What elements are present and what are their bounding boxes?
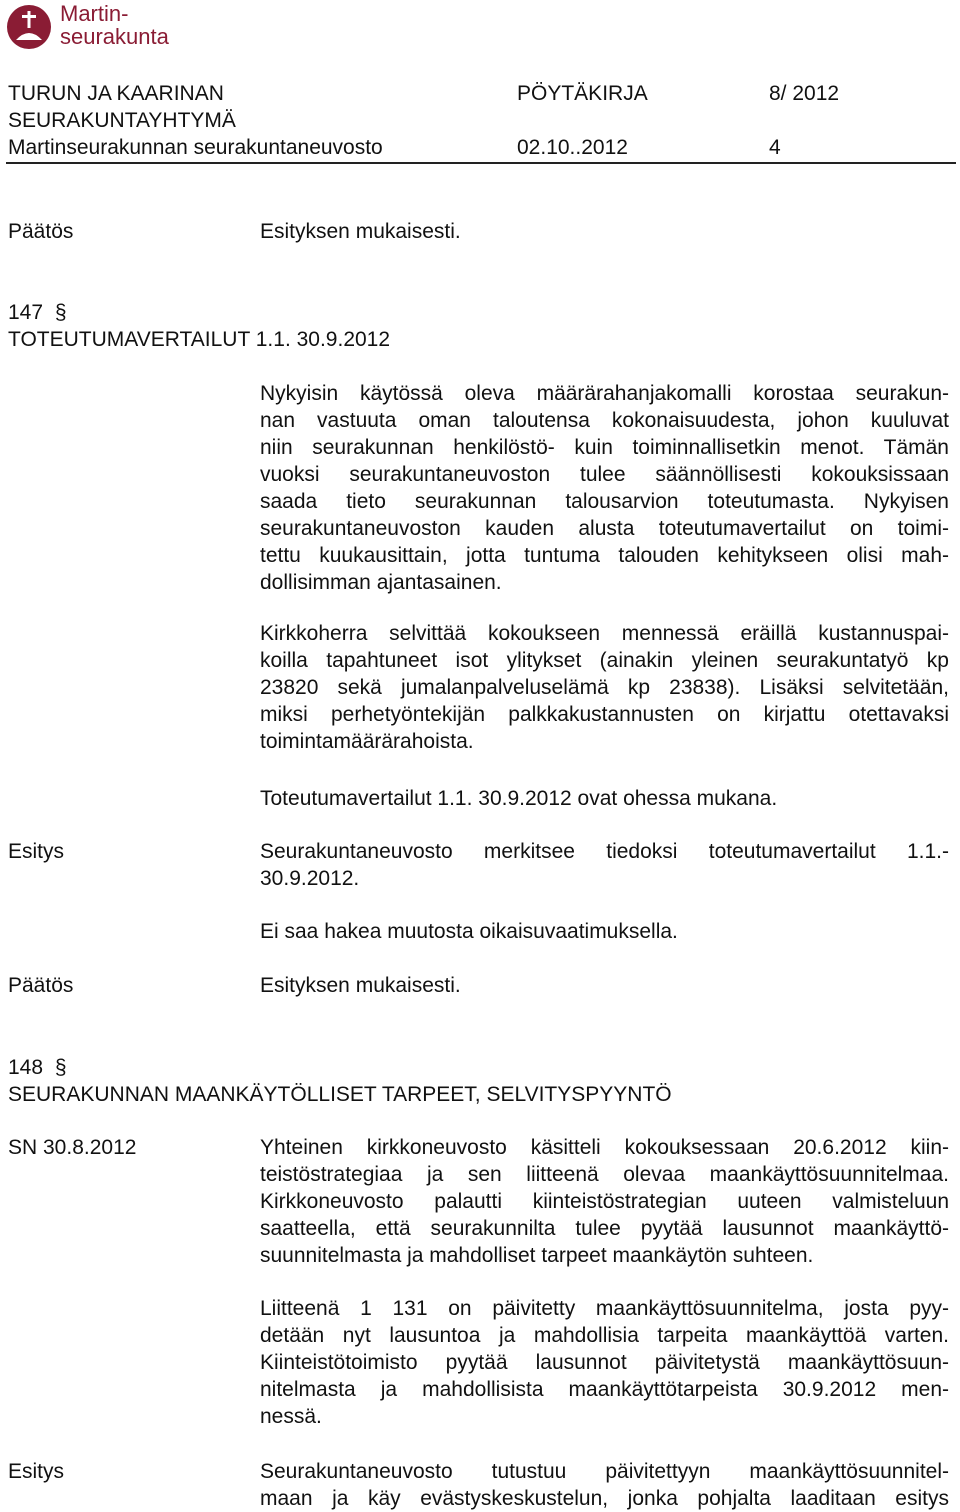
church-logo-icon	[6, 4, 52, 50]
org-name-line-1: TURUN JA KAARINAN	[8, 82, 224, 105]
section-sign-icon: §	[54, 301, 67, 324]
decision-text: Esityksen mukaisesti.	[260, 220, 461, 243]
text-line: vuoksi seurakuntaneuvoston tulee säännöllisesti kokouksissaan	[260, 463, 949, 486]
org-name-line-2: SEURAKUNTAYHTYMÄ	[8, 109, 236, 132]
document-number: 8/ 2012	[769, 82, 840, 105]
text-line: Yhteinen kirkkoneuvosto käsitteli kokouksessaan 20.6.2012 kiin-	[260, 1136, 949, 1159]
text-line: toimintamäärärahoista.	[260, 730, 474, 753]
decision-text: Esityksen mukaisesti.	[260, 974, 461, 997]
org-name-line-3: Martinseurakunnan seurakuntaneuvosto	[8, 136, 383, 159]
text-line: tettu kuukausittain, jotta tuntuma talouden kehitykseen olisi mah-	[260, 544, 949, 567]
text-line: saada tieto seurakunnan talousarvion toteutumasta. Nykyisen	[260, 490, 949, 513]
appeal-note: Ei saa hakea muutosta oikaisuvaatimuksella.	[260, 920, 678, 943]
item-148-paragraph-2	[260, 1295, 949, 1430]
text-line: Seurakuntaneuvosto merkitsee tiedoksi toteutumavertailut 1.1.-	[260, 840, 949, 863]
text-line: niin seurakunnan henkilöstö- kuin toiminnallisetkin menot. Tämän	[260, 436, 949, 459]
item-number: 148	[8, 1056, 44, 1079]
text-line: Liitteenä 1 131 on päivitetty maankäyttösuunnitelma, josta pyy-	[260, 1297, 949, 1320]
item-number: 147	[8, 301, 44, 324]
item-147-paragraph-2	[260, 620, 949, 755]
text-line: detään nyt lausuntoa ja mahdollisia tarpeita maankäyttöä varten.	[260, 1324, 949, 1347]
meeting-date: 02.10..2012	[517, 136, 628, 159]
item-147-proposal	[260, 838, 949, 892]
text-line: teistöstrategiaa ja sen liitteenä olevaa maankäyttösuunnitelmaa.	[260, 1163, 949, 1186]
text-line: 23820 sekä jumalanpalveluselämä kp 23838). Lisäksi selvitetään,	[260, 676, 949, 699]
text-line: saatteella, että seurakunnilta tulee pyytää lausunnot maankäyttö-	[260, 1217, 949, 1240]
section-sign-icon: §	[54, 1056, 67, 1079]
text-line: Kirkkoneuvosto palautti kiinteistöstrategian uuteen valmisteluun	[260, 1190, 949, 1213]
text-line: Kirkkoherra selvittää kokoukseen mennessä eräillä kustannuspai-	[260, 622, 949, 645]
item-148-paragraph-1	[260, 1134, 949, 1269]
logo-line-1: Martin-	[60, 1, 129, 26]
header-divider	[6, 162, 956, 164]
text-line: dollisimman ajantasainen.	[260, 571, 502, 594]
item-147-heading	[8, 299, 67, 326]
text-line: maan ja käy evästyskeskustelun, jonka pohjalta laaditaan esitys	[260, 1487, 949, 1510]
reference-label: SN 30.8.2012	[8, 1136, 137, 1159]
item-147-paragraph-3: Toteutumavertailut 1.1. 30.9.2012 ovat ohessa mukana.	[260, 787, 778, 810]
item-148-title: SEURAKUNNAN MAANKÄYTÖLLISET TARPEET, SELVITYSPYYNTÖ	[8, 1083, 672, 1106]
page-number: 4	[769, 136, 781, 159]
text-line: koilla tapahtuneet isot ylitykset (ainakin yleinen seurakuntatyö kp	[260, 649, 949, 672]
text-line: Seurakuntaneuvosto tutustuu päivitettyyn maankäyttösuunnitel-	[260, 1460, 949, 1483]
item-148-proposal	[260, 1458, 949, 1512]
decision-label: Päätös	[8, 974, 74, 997]
decision-label: Päätös	[8, 220, 74, 243]
text-line: nitelmasta ja mahdollisista maankäyttötarpeista 30.9.2012 men-	[260, 1378, 949, 1401]
logo-wordmark	[60, 2, 169, 48]
item-147-paragraph-1	[260, 380, 949, 596]
text-line: seurakuntaneuvoston kauden alusta toteutumavertailut on toimi-	[260, 517, 949, 540]
proposal-label: Esitys	[8, 840, 65, 863]
text-line: Nykyisin käytössä oleva määrärahanjakomalli korostaa seurakun-	[260, 382, 949, 405]
text-line: Kiinteistötoimisto pyytää lausunnot päivitetystä maankäyttösuun-	[260, 1351, 949, 1374]
text-line: nan vastuuta oman taloutensa kokonaisuudesta, johon kuuluvat	[260, 409, 949, 432]
logo-line-2: seurakunta	[60, 24, 169, 49]
text-line: miksi perhetyöntekijän palkkakustannusten on kirjattu otettavaksi	[260, 703, 949, 726]
text-line: suunnitelmasta ja mahdolliset tarpeet maankäytön suhteen.	[260, 1244, 814, 1267]
text-line: nessä.	[260, 1405, 322, 1428]
item-147-title: TOTEUTUMAVERTAILUT 1.1. 30.9.2012	[8, 328, 391, 351]
document-type: PÖYTÄKIRJA	[517, 82, 648, 105]
item-148-heading	[8, 1054, 67, 1081]
text-line: 30.9.2012.	[260, 867, 360, 890]
proposal-label: Esitys	[8, 1460, 65, 1483]
